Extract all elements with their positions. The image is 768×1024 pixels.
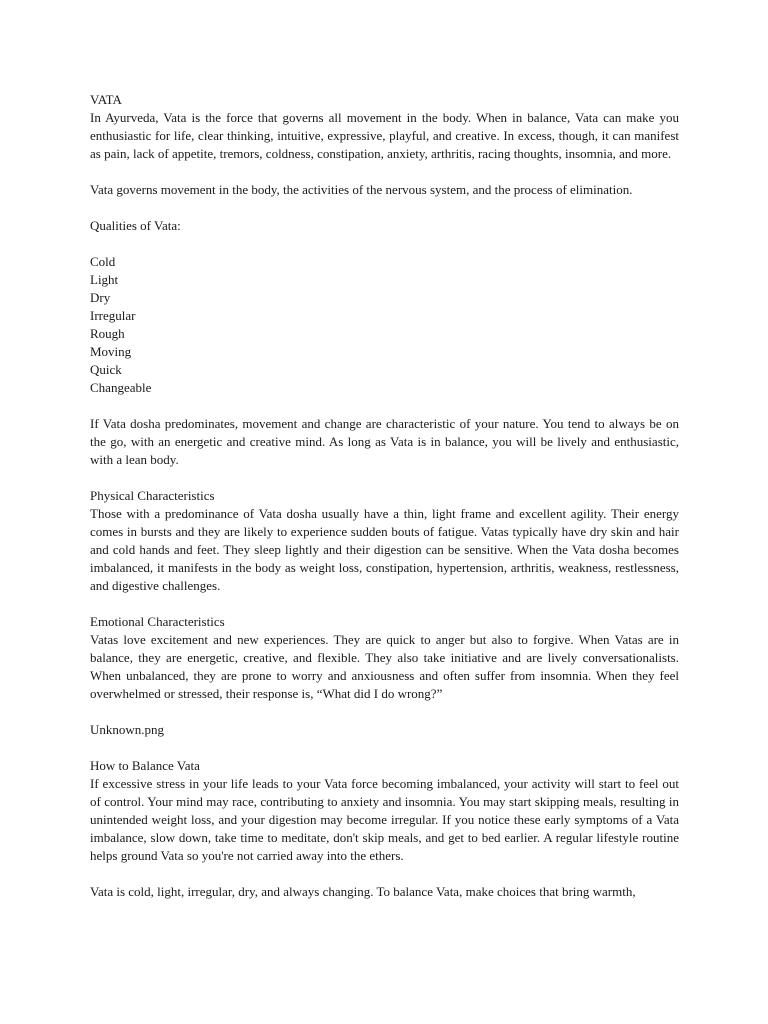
emotional-heading: Emotional Characteristics [90,614,225,629]
spacer [90,469,679,487]
physical-heading: Physical Characteristics [90,488,215,503]
spacer [90,163,679,181]
balance-heading: How to Balance Vata [90,758,200,773]
spacer [90,703,679,721]
spacer [90,397,679,415]
document-page [90,91,679,901]
list-item: Rough [90,326,125,341]
list-item: Cold [90,254,116,269]
list-item: Quick [90,362,122,377]
spacer [90,865,679,883]
list-item: Dry [90,290,111,305]
qualities-heading: Qualities of Vata: [90,218,181,233]
governs-paragraph: Vata governs movement in the body, the activities of the nervous system, and the process of elimination. [90,182,633,197]
emotional-paragraph: Vatas love excitement and new experiences. They are quick to anger but also to forgive. When Vatas are in balance, they are energetic, creative, and flexible. They also take initiative and are lively conversationalists. When unbalanced, they are prone to worry and anxiousness and often suffer from insomnia. When they feel overwhelmed or stressed, their response is, “What did I do wrong?” [90,632,679,701]
image-placeholder-text: Unknown.png [90,722,165,737]
closing-paragraph: Vata is cold, light, irregular, dry, and always changing. To balance Vata, make choices that bring warmth, [90,884,636,899]
physical-paragraph: Those with a predominance of Vata dosha usually have a thin, light frame and excellent agility. Their energy comes in bursts and they are likely to experience sudden bouts of fatigue. Vatas typically have dry skin and hair and cold hands and feet. They sleep lightly and their digestion can be sensitive. When the Vata dosha becomes imbalanced, it manifests in the body as weight loss, constipation, hypertension, arthritis, weakness, restlessness, and digestive challenges. [90,506,679,593]
list-item: Irregular [90,308,136,323]
qualities-list [90,253,679,397]
list-item: Moving [90,344,132,359]
balance-paragraph: If excessive stress in your life leads to your Vata force becoming imbalanced, your activity will start to feel out of control. Your mind may race, contributing to anxiety and insomnia. You may start skipping meals, resulting in unintended weight loss, and your digestion may become irregular. If you notice these early symptoms of a Vata imbalance, slow down, take time to meditate, don't skip meals, and get to bed earlier. A regular lifestyle routine helps ground Vata so you're not carried away into the ethers. [90,776,679,863]
list-item: Changeable [90,380,152,395]
intro-paragraph: In Ayurveda, Vata is the force that governs all movement in the body. When in balance, Vata can make you enthusiastic for life, clear thinking, intuitive, expressive, playful, and creative. In excess, though, it can manifest as pain, lack of appetite, tremors, coldness, constipation, anxiety, arthritis, racing thoughts, insomnia, and more. [90,110,679,161]
spacer [90,739,679,757]
predominates-paragraph: If Vata dosha predominates, movement and change are characteristic of your nature. You tend to always be on the go, with an energetic and creative mind. As long as Vata is in balance, you will be lively and enthusiastic, with a lean body. [90,416,679,467]
list-item: Light [90,272,119,287]
spacer [90,235,679,253]
document-title: VATA [90,92,122,107]
spacer [90,199,679,217]
spacer [90,595,679,613]
